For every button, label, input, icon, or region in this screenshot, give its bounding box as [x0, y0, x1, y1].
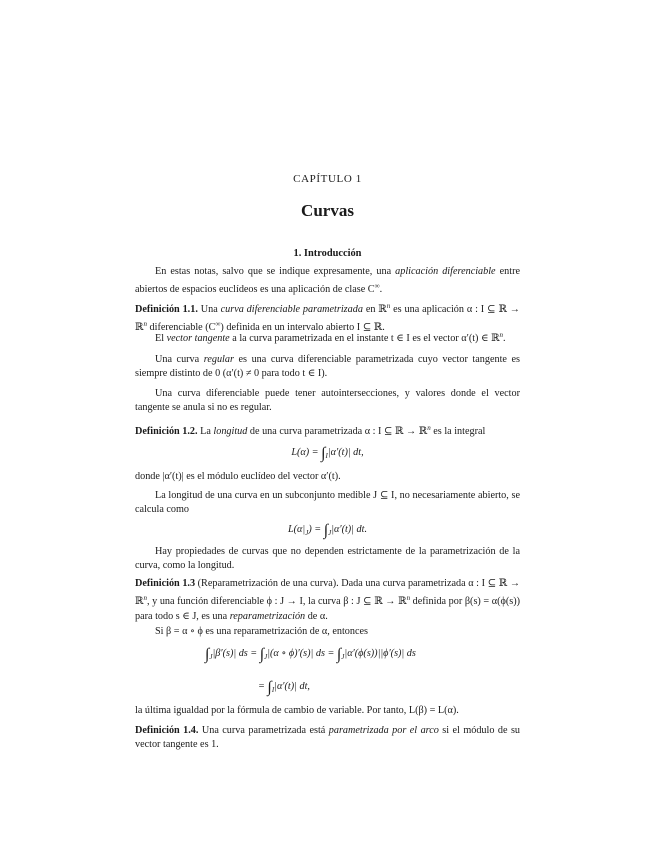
intro-paragraph [135, 265, 520, 298]
emphasis: reparametrización [229, 610, 306, 622]
text: si el módulo de su vector tangente es 1. [135, 725, 520, 751]
equation-term: |(α ∘ ϕ)′(s)| ds = [267, 648, 337, 659]
change-of-variable-note: la última igualdad por la fórmula de cambio de variable. Por tanto, L(β) = L(α). [135, 705, 459, 716]
definition-heading: Definición 1.3 [135, 578, 196, 589]
integral-domain: I [325, 452, 328, 460]
superscript: ∞ [215, 320, 221, 329]
text: ) definida en un intervalo abierto I ⊆ ℝ. [220, 322, 385, 334]
integral-sign: ∫ [336, 646, 342, 663]
equation-rhs: |α′(t)| dt, [327, 447, 364, 458]
text: En estas notas, salvo que se indique expresamente, una [155, 266, 396, 277]
definition-title: (Reparametrización de una curva). [195, 578, 339, 589]
text: a la curva parametrizada en el instante t ∈ I es el vector α′(t) ∈ ℝ [229, 333, 500, 344]
equation-lhs: ) = [308, 524, 324, 535]
text: Dada una curva parametrizada α : I ⊆ ℝ → ℝ [135, 578, 521, 608]
superscript: n [143, 320, 147, 329]
text: es la integral [430, 426, 486, 437]
equation-lhs: L(α) = [291, 447, 322, 458]
euclidean-norm-note: donde |α′(t)| es el módulo euclídeo del vector α′(t). [135, 471, 341, 482]
emphasis: vector tangente [166, 333, 230, 344]
text: en ℝ [362, 304, 387, 315]
equation-term: = [258, 681, 268, 692]
definition-heading: Definición 1.4. [135, 725, 199, 736]
text: . [379, 284, 383, 296]
text: Una [197, 304, 221, 315]
text: diferenciable (C [146, 322, 216, 334]
integral-domain: J [264, 653, 268, 661]
equation-term: |β′(s)| ds = [212, 648, 260, 659]
definition-1-2 [135, 421, 520, 439]
integral-domain: I [271, 686, 275, 694]
equation-rhs: |α′(t)| dt. [331, 524, 367, 535]
text: La [197, 426, 214, 437]
text: . [503, 333, 506, 344]
length-equation [135, 444, 520, 463]
integral-sign: ∫ [205, 646, 210, 663]
integral-sign: ∫ [267, 679, 272, 696]
text: definida por β(s) = α(ϕ(s)) para todo s ∈ J, es una [135, 596, 521, 622]
invariance-paragraph: Hay propiedades de curvas que no dependen estrictamente de la parametrización de la curva, como la longitud. [135, 546, 520, 572]
reparametrization-paragraph: Si β = α ∘ ϕ es una reparametrización de α, entonces [155, 626, 368, 637]
text: , y una función diferenciable ϕ : J → I, la curva β : J ⊆ ℝ → ℝ [146, 596, 407, 608]
text: Una curva [155, 354, 204, 365]
tangent-vector-paragraph [135, 328, 520, 346]
reparametrization-equation-line-1 [205, 645, 505, 664]
definition-1-4 [135, 724, 520, 753]
emphasis: aplicación diferenciable [395, 266, 496, 277]
text: es una aplicación α : I ⊆ ℝ → ℝ [135, 304, 520, 334]
superscript: n [143, 594, 147, 603]
emphasis: parametrizada por el arco [328, 725, 439, 736]
restriction-subscript: J [305, 529, 309, 537]
text: de α. [305, 610, 328, 622]
regular-curve-paragraph [135, 353, 520, 382]
self-intersection-paragraph: Una curva diferenciable puede tener autointersecciones, y valores donde el vector tangente se anula si no es regular. [135, 388, 520, 414]
integral-sign: ∫ [323, 522, 329, 539]
superscript: n [499, 331, 504, 339]
text: El [155, 333, 167, 344]
restricted-length-paragraph: La longitud de una curva en un subconjunto medible J ⊆ I, no necesariamente abierto, se calcula como [135, 490, 520, 516]
emphasis: longitud [213, 426, 248, 437]
text: de una curva parametrizada α : I ⊆ ℝ → ℝ [247, 426, 428, 437]
superscript: n [427, 424, 431, 432]
integral-domain: J [328, 529, 332, 537]
emphasis: curva diferenciable parametrizada [220, 304, 363, 315]
superscript: n [386, 302, 391, 310]
integral-domain: J [341, 653, 345, 661]
equation-term: |α′(ϕ(s))||ϕ′(s)| ds [344, 648, 416, 659]
integral-sign: ∫ [321, 445, 326, 462]
superscript: n [406, 594, 411, 603]
integral-sign: ∫ [259, 646, 265, 663]
text: entre abiertos de espacios euclídeos es una aplicación de clase C [135, 266, 521, 296]
text: Una curva parametrizada está [198, 725, 329, 736]
chapter-title: Curvas [301, 201, 354, 220]
chapter-label: CAPÍTULO 1 [293, 173, 362, 185]
reparametrization-equation-line-2 [258, 678, 458, 697]
integral-domain: J [209, 653, 213, 661]
definition-1-3 [135, 577, 520, 624]
equation-term: |α′(t)| dt, [274, 681, 310, 692]
restricted-length-equation [135, 521, 520, 540]
section-title: 1. Introducción [293, 248, 362, 259]
definition-heading: Definición 1.1. [135, 304, 198, 315]
definition-heading: Definición 1.2. [135, 426, 198, 437]
equation-lhs: L(α| [287, 524, 306, 535]
text: es una curva diferenciable parametrizada cuyo vector tangente es siempre distinto de 0 (α′(t) ≠ 0 para todo t ∈ I). [135, 354, 520, 380]
superscript: ∞ [374, 282, 380, 291]
emphasis: regular [203, 354, 234, 365]
